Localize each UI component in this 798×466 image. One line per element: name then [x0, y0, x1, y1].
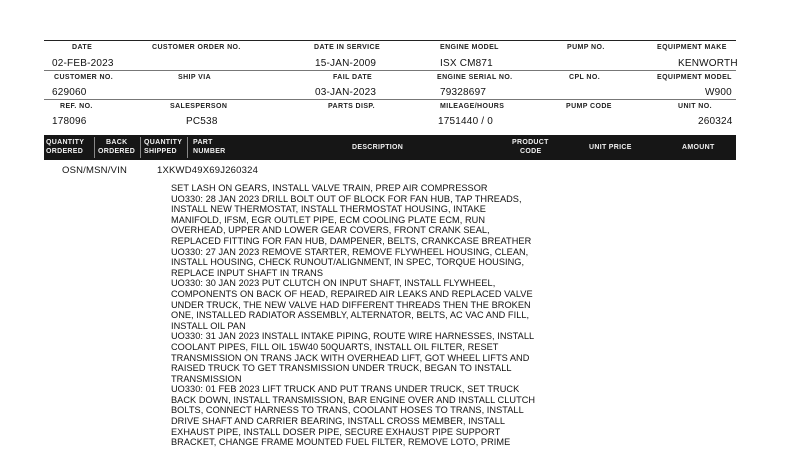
ship-via-label: SHIP VIA	[178, 74, 212, 81]
col-separator	[140, 137, 141, 158]
description-line: UO330: 31 JAN 2023 INSTALL INTAKE PIPING, ROUTE WIRE HARNESSES, INSTALL	[171, 331, 535, 342]
equipment-make-value: KENWORTH	[678, 58, 738, 69]
mileage-label: MILEAGE/HOURS	[440, 103, 505, 110]
description-line: MANIFOLD, IFSM, EGR OUTLET PIPE, ECM COOLING PLATE ECM, RUN	[171, 214, 486, 225]
description-line: EXHAUST PIPE, INSTALL DOSER PIPE, SECURE EXHAUST PIPE SUPPORT	[171, 426, 501, 437]
customer-order-label: CUSTOMER ORDER NO.	[152, 44, 241, 51]
description-line: ONE, INSTALLED RADIATOR ASSEMBLY, ALTERNATOR, BELTS, AC VAC AND FILL,	[171, 310, 530, 321]
ref-no-label: REF. NO.	[60, 103, 93, 110]
col-separator	[94, 137, 95, 158]
col-separator	[187, 137, 188, 158]
description-line: BRACKET, CHANGE FRAME MOUNTED FUEL FILTER, REMOVE LOTO, PRIME	[171, 437, 511, 448]
description-line: RAISED TRUCK TO GET TRANSMISSION UNDER TRUCK, BEGAN TO INSTALL	[171, 363, 512, 374]
description-line: INSTALL NEW THERMOSTAT, INSTALL THERMOSTAT HOUSING, INTAKE	[171, 204, 486, 215]
description-line: UNDER TRUCK, THE NEW VALVE HAD DIFFERENT THREADS THEN THE BROKEN	[171, 299, 531, 310]
col-qty-shipped-line2: SHIPPED	[144, 148, 177, 155]
engine-serial-value: 79328697	[440, 87, 487, 98]
engine-model-label: ENGINE MODEL	[440, 44, 499, 51]
description-line: BACK DOWN, INSTALL TRANSMISSION, BAR ENGINE OVER AND INSTALL CLUTCH	[171, 394, 536, 405]
col-back-ordered-line2: ORDERED	[98, 148, 136, 155]
date-in-service-label: DATE IN SERVICE	[314, 44, 381, 51]
col-amount: AMOUNT	[682, 144, 715, 151]
description-line: REPLACED FITTING FOR FAN HUB, DAMPENER, BELTS, CRANKCASE BREATHER	[171, 235, 532, 246]
col-qty-shipped-line1: QUANTITY	[144, 139, 183, 146]
engine-serial-label: ENGINE SERIAL NO.	[437, 74, 513, 81]
unit-no-label: UNIT NO.	[678, 103, 712, 110]
mileage-value: 1751440 / 0	[438, 116, 494, 127]
pump-no-label: PUMP NO.	[567, 44, 605, 51]
salesperson-label: SALESPERSON	[170, 103, 228, 110]
description-line: DRIVE SHAFT AND CARRIER BEARING, INSTALL CROSS MEMBER, INSTALL	[171, 416, 506, 427]
col-unit-price: UNIT PRICE	[589, 144, 632, 151]
description-line: UO330: 27 JAN 2023 REMOVE STARTER, REMOVE FLYWHEEL HOUSING, CLEAN,	[171, 246, 529, 257]
description-line: OVERHEAD, UPPER AND LOWER GEAR COVERS, FRONT CRANK SEAL,	[171, 225, 490, 236]
date-value: 02-FEB-2023	[52, 58, 114, 69]
osn-value: 1XKWD49X69J260324	[157, 165, 259, 176]
col-description: DESCRIPTION	[352, 144, 404, 151]
description-line: UO330: 01 FEB 2023 LIFT TRUCK AND PUT TRANS UNDER TRUCK, SET TRUCK	[171, 384, 520, 395]
description-line: TRANSMISSION	[171, 373, 242, 384]
col-product-code-line2: CODE	[520, 148, 542, 155]
description-line: INSTALL HOUSING, CHECK RUNOUT/ALIGNMENT, IN SPEC, TORQUE HOUSING,	[171, 257, 525, 268]
description-line: REPLACE INPUT SHAFT IN TRANS	[171, 267, 324, 278]
col-part-number-line2: NUMBER	[193, 148, 226, 155]
col-product-code-line1: PRODUCT	[512, 139, 549, 146]
row-divider-1	[44, 70, 736, 71]
top-rule	[44, 40, 736, 41]
description-line: INSTALL OIL PAN	[171, 320, 246, 331]
date-in-service-value: 15-JAN-2009	[315, 58, 377, 69]
equipment-make-label: EQUIPMENT MAKE	[657, 44, 727, 51]
col-part-number-line1: PART	[193, 139, 213, 146]
engine-model-value: ISX CM871	[440, 58, 493, 69]
unit-no-value: 260324	[698, 116, 733, 127]
date-label: DATE	[72, 44, 93, 51]
description-line: SET LASH ON GEARS, INSTALL VALVE TRAIN, PREP AIR COMPRESSOR	[171, 183, 488, 193]
description-line: COOLANT PIPES, FILL OIL 15W40 50QUARTS, INSTALL OIL FILTER, RESET	[171, 341, 499, 352]
customer-no-value: 629060	[52, 87, 87, 98]
work-description	[171, 183, 611, 448]
description-line: TRANSMISSION ON TRANS JACK WITH OVERHEAD LIFT, GOT WHEEL LIFTS AND	[171, 352, 530, 363]
description-line: COMPONENTS ON BACK OF HEAD, REPAIRED AIR LEAKS AND REPLACED VALVE	[171, 288, 533, 299]
row-divider-2	[44, 99, 736, 100]
equipment-model-label: EQUIPMENT MODEL	[657, 74, 732, 81]
col-back-ordered-line1: BACK	[106, 139, 128, 146]
description-line: UO330: 28 JAN 2023 DRILL BOLT OUT OF BLOCK FOR FAN HUB, TAP THREADS,	[171, 193, 522, 204]
description-line: BOLTS, CONNECT HARNESS TO TRANS, COOLANT HOSES TO TRANS, INSTALL	[171, 405, 524, 416]
ref-no-value: 178096	[52, 116, 87, 127]
parts-disp-label: PARTS DISP.	[328, 103, 375, 110]
col-qty-ordered-line1: QUANTITY	[46, 139, 85, 146]
salesperson-value: PC538	[186, 116, 218, 127]
fail-date-value: 03-JAN-2023	[315, 87, 377, 98]
column-header-bar	[44, 135, 736, 160]
osn-label: OSN/MSN/VIN	[62, 165, 128, 176]
description-line: UO330: 30 JAN 2023 PUT CLUTCH ON INPUT SHAFT, INSTALL FLYWHEEL,	[171, 278, 496, 289]
customer-no-label: CUSTOMER NO.	[54, 74, 114, 81]
col-qty-ordered-line2: ORDERED	[46, 148, 84, 155]
equipment-model-value: W900	[705, 87, 732, 98]
pump-code-label: PUMP CODE	[566, 103, 612, 110]
cpl-no-label: CPL NO.	[569, 74, 601, 81]
fail-date-label: FAIL DATE	[333, 74, 373, 81]
